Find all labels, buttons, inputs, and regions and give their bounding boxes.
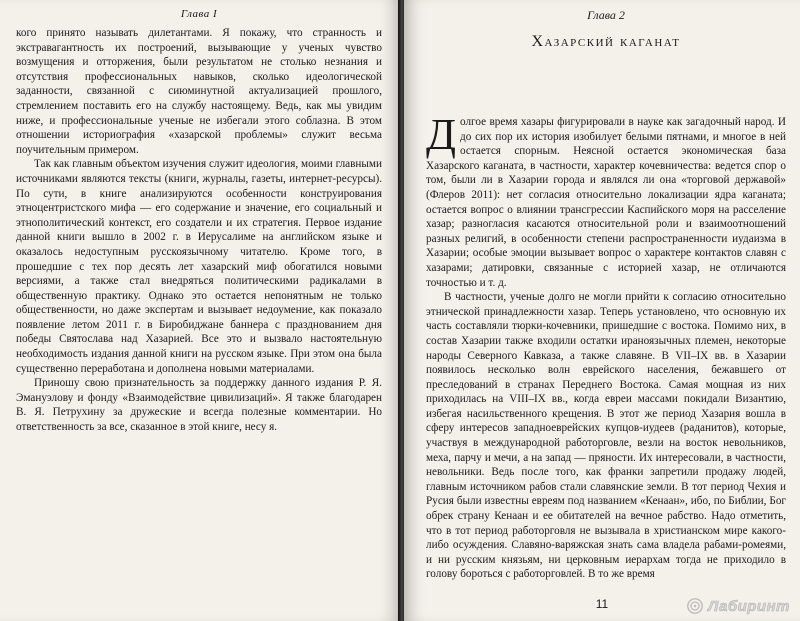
- paragraph: Так как главным объектом изучения служит идеология, моими главными источниками являются тексты (книги, журналы, газеты, интернет-ресурсы). По сути, в книге анализируются особенности конструирования этноцентристского мифа — его содержание и значение, его социальный и этнополитический контекст, его создатели и их стратегия. Первое издание данной книги вышло в 2002 г. в Иерусалиме на английском языке и оказалось недоступным русскоязычному читателю. Кроме того, в прошедшие с тех пор десять лет хазарский миф обогатился новыми версиями, а также стал внедряться политическими радикалами в общественную практику. Однако это остается непонятным не только общественности, но даже экспертам и вызывает недоумение, как показало появление летом 2011 г. в Биробиджане баннера с празднованием дня победы Святослава над Хазарией. Все это и вызвало настоятельную необходимость издания данной книги на русском языке. При этом она была существенно переработана и дополнена новыми материалами.: [16, 158, 382, 375]
- chapter-title: Хазарский каганат: [531, 33, 681, 50]
- paragraph: В частности, ученые долго не могли прийти к согласию относительно этнической принадлежности хазар. Теперь установлено, что основную их часть составляли тюрки-кочевники, пришедшие с востока. Помимо них, в состав Хазарии также входили остатки ираноязычных племен, некоторые народы Северного Кавказа, а также славяне. В VII–IX вв. в Хазарии появилось несколько волн еврейского населения, бежавшего от преследований в странах Переднего Востока. Самая мощная из них приходилась на VIII–IX вв., когда евреи массами покидали Византию, избегая насильственного крещения. В этот же период Хазария вошла в сферу интересов западноеврейских купцов-иудеев (раданитов), которые, участвуя в международной работорговле, везли на восток невольников, меха, парчу и мечи, а на запад — пряности. Их интересовали, в частности, невольники. Ведь после того, как франки запретили продажу людей, главным источником рабов стали славянские земли. В тот период Чехия и Русия были известны евреям под названием «Кенаан», ибо, по Библии, Бог обрек страну Кенаан и ее обитателей на вечное рабство. Надо отметить, что в тот период работорговля не вызывала в христианском мире какого-либо осуждения. Славяно-варяжская знать сама владела рабами-ромеями, и ни русским князьям, ни церковным иерархам тогда не приходило в голову бороться с работорговлей. В то же время: [426, 291, 786, 581]
- right-page-text: [426, 110, 786, 582]
- running-head: Глава I: [180, 8, 218, 20]
- first-paragraph: [426, 110, 786, 290]
- left-page-text: [16, 26, 382, 435]
- paragraph: Приношу свою признательность за поддержку данного издания Р. Я. Эмануэлову и фонду «Взаимодействие цивилизаций». Я также благодарен В. Я. Петрухину за дружеские и всегда полезные комментарии. Но ответственность за все, сказанное в этой книге, несу я.: [16, 377, 382, 434]
- page-number: 11: [595, 597, 609, 611]
- paragraph: кого принято называть дилетантами. Я покажу, что странность и экстравагантность их построений, вызывающие у ученых чувство возмущения и отторжения, были результатом не столько незнания и отсутствия профессиональных навыков, сколько идеологической заданности, связанной с сиюминутной актуализацией прошлого, стремлением поставить его на службу настоящему. Ведь, как мы увидим ниже, и профессиональные ученые не избегали этого соблазна. В этом отношении историография «хазарской проблемы» служит весьма поучительным примером.: [16, 27, 382, 156]
- chapter-label: Глава 2: [587, 8, 625, 22]
- right-page: [404, 0, 800, 621]
- labyrinth-logo-icon: [686, 597, 704, 615]
- first-paragraph-text: олгое время хазары фигурировали в науке как загадочный народ. И до сих пор их история изобилует белыми пятнами, и многое в ней остается спорным. Неясной остается экономическая база Хазарского каганата, в частности, характер кочевничества: ведется спор о том, были ли в Хазарии города и являлся ли она «торговой державой» (Флеров 2011): нет согласия относительно локализации ядра каганата; остается вопрос о влиянии трансгрессии Каспийского моря на расселение хазар; разногласия касаются относительной роли и взаимоотношений разных религий, в особенности степени распространенности иудаизма в Хазарии; особые эмоции вызывает вопрос о характере контактов славян с хазарами; датировки, связанные с историей хазар, не отличаются точностью и т. д.: [426, 116, 786, 289]
- drop-cap: Д: [426, 110, 457, 159]
- watermark-text: Лабиринт: [707, 597, 790, 615]
- watermark: [686, 597, 790, 615]
